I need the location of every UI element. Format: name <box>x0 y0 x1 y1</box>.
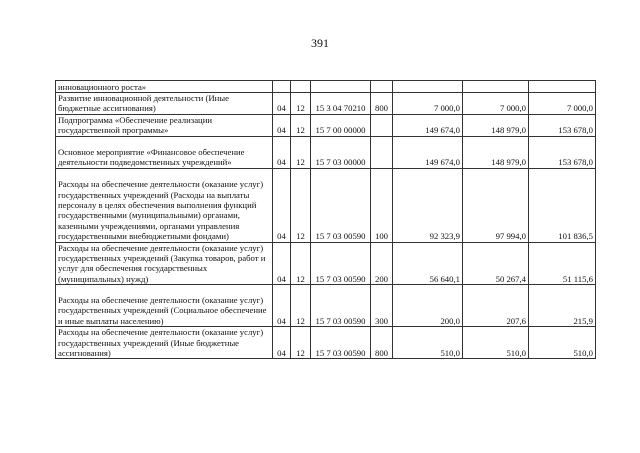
amount-year-3: 215,9 <box>529 285 596 327</box>
amount-year-1: 149 674,0 <box>393 136 463 168</box>
target-article-code: 15 7 03 00000 <box>311 136 371 168</box>
section-code: 04 <box>273 327 291 359</box>
amount-year-1: 149 674,0 <box>393 114 463 136</box>
table-row <box>56 327 596 359</box>
amount-year-2: 510,0 <box>463 327 529 359</box>
subsection-code <box>291 81 311 93</box>
expense-type-code <box>371 81 393 93</box>
amount-year-2: 7 000,0 <box>463 93 529 115</box>
row-description: Расходы на обеспечение деятельности (оказание услуг) государственных учреждений (Закупка товаров, работ и услуг для обеспечения государственных (муниципальных) нужд) <box>56 242 273 285</box>
table-row <box>56 242 596 285</box>
row-description: инновационного роста» <box>56 81 273 93</box>
amount-year-2: 97 994,0 <box>463 168 529 242</box>
subsection-code: 12 <box>291 168 311 242</box>
section-code: 04 <box>273 242 291 285</box>
section-code <box>273 81 291 93</box>
subsection-code: 12 <box>291 114 311 136</box>
amount-year-2: 148 979,0 <box>463 136 529 168</box>
amount-year-3: 510,0 <box>529 327 596 359</box>
section-code: 04 <box>273 168 291 242</box>
expense-type-code <box>371 136 393 168</box>
section-code: 04 <box>273 93 291 115</box>
section-code: 04 <box>273 285 291 327</box>
table-row <box>56 285 596 327</box>
row-description: Расходы на обеспечение деятельности (оказание услуг) государственных учреждений (Социальное обеспечение и иные выплаты населению) <box>56 285 273 327</box>
section-code: 04 <box>273 114 291 136</box>
amount-year-3: 101 836,5 <box>529 168 596 242</box>
table-row <box>56 168 596 242</box>
amount-year-2 <box>463 81 529 93</box>
section-code: 04 <box>273 136 291 168</box>
amount-year-1: 56 640,1 <box>393 242 463 285</box>
table-row <box>56 136 596 168</box>
amount-year-1 <box>393 81 463 93</box>
expense-type-code: 800 <box>371 327 393 359</box>
subsection-code: 12 <box>291 242 311 285</box>
subsection-code: 12 <box>291 93 311 115</box>
subsection-code: 12 <box>291 285 311 327</box>
amount-year-2: 207,6 <box>463 285 529 327</box>
row-description: Основное мероприятие «Финансовое обеспечение деятельности подведомственных учреждений» <box>56 136 273 168</box>
target-article-code: 15 7 03 00590 <box>311 242 371 285</box>
expense-type-code: 100 <box>371 168 393 242</box>
subsection-code: 12 <box>291 327 311 359</box>
amount-year-1: 200,0 <box>393 285 463 327</box>
amount-year-1: 92 323,9 <box>393 168 463 242</box>
budget-table <box>55 80 596 359</box>
expense-type-code: 200 <box>371 242 393 285</box>
target-article-code <box>311 81 371 93</box>
row-description: Развитие инновационной деятельности (Иные бюджетные ассигнования) <box>56 93 273 115</box>
subsection-code: 12 <box>291 136 311 168</box>
target-article-code: 15 3 04 70210 <box>311 93 371 115</box>
target-article-code: 15 7 03 00590 <box>311 285 371 327</box>
page-number: 391 <box>311 36 329 50</box>
row-description: Подпрограмма «Обеспечение реализации государственной программы» <box>56 114 273 136</box>
amount-year-3: 7 000,0 <box>529 93 596 115</box>
amount-year-2: 148 979,0 <box>463 114 529 136</box>
target-article-code: 15 7 03 00590 <box>311 168 371 242</box>
amount-year-2: 50 267,4 <box>463 242 529 285</box>
table-row <box>56 114 596 136</box>
amount-year-3: 51 115,6 <box>529 242 596 285</box>
amount-year-3 <box>529 81 596 93</box>
target-article-code: 15 7 00 00000 <box>311 114 371 136</box>
expense-type-code: 300 <box>371 285 393 327</box>
row-description: Расходы на обеспечение деятельности (оказание услуг) государственных учреждений (Иные бюджетные ассигнования) <box>56 327 273 359</box>
row-description: Расходы на обеспечение деятельности (оказание услуг) государственных учреждений (Расходы на выплаты персоналу в целях обеспечения выполнения функций государственными (муниципальными) органами, казенными учреждениями, органами управления государственными внебюджетными фондами) <box>56 168 273 242</box>
amount-year-1: 510,0 <box>393 327 463 359</box>
amount-year-3: 153 678,0 <box>529 136 596 168</box>
amount-year-1: 7 000,0 <box>393 93 463 115</box>
table-row <box>56 93 596 115</box>
expense-type-code <box>371 114 393 136</box>
amount-year-3: 153 678,0 <box>529 114 596 136</box>
table-row <box>56 81 596 93</box>
expense-type-code: 800 <box>371 93 393 115</box>
target-article-code: 15 7 03 00590 <box>311 327 371 359</box>
